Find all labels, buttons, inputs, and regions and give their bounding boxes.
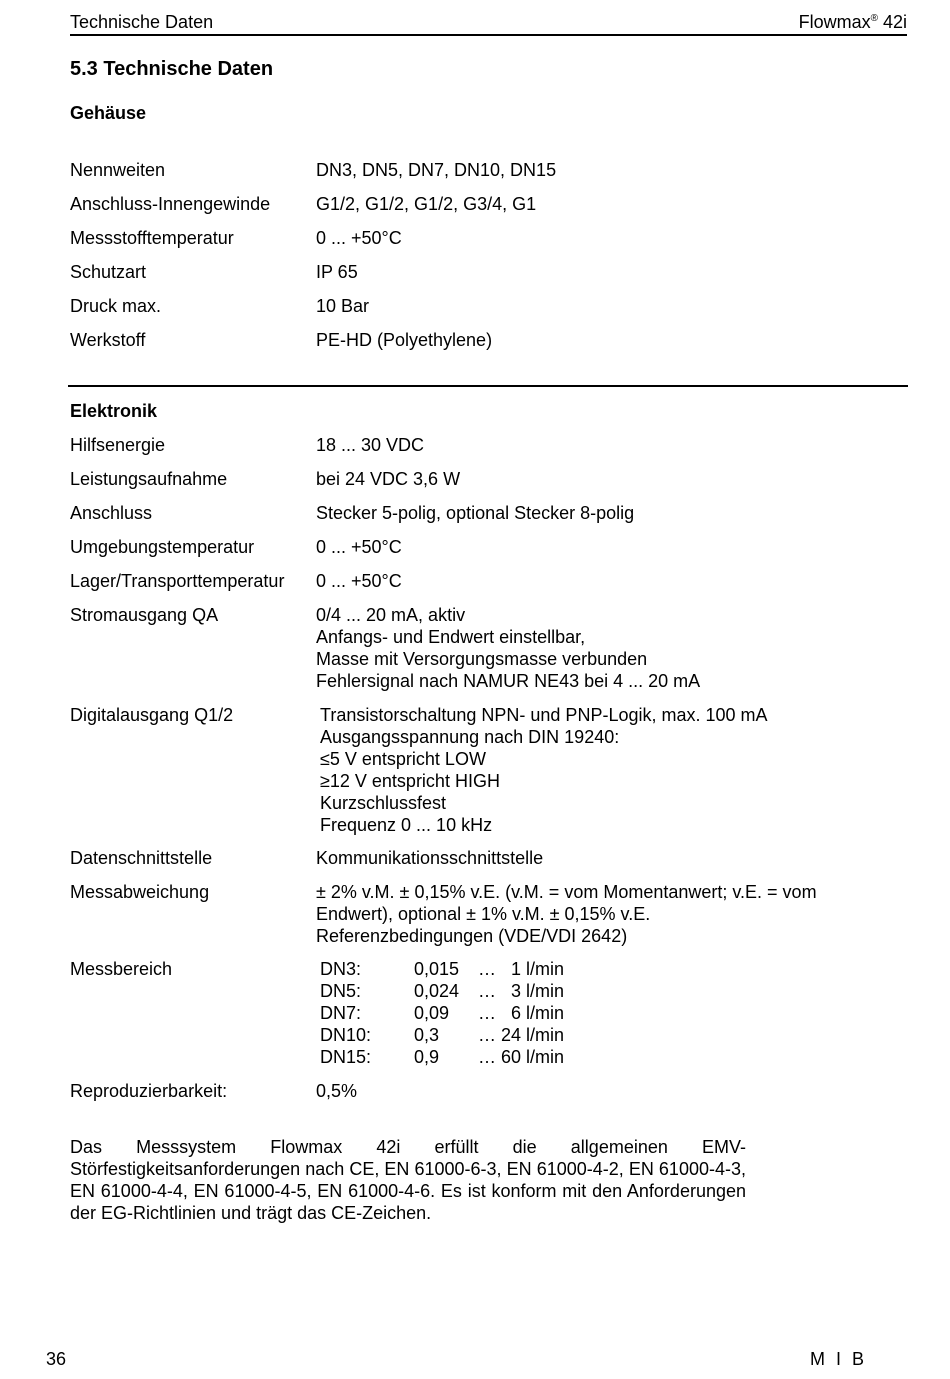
messbereich-dn: DN10: [320,1025,372,1045]
page-number: 36 [46,1349,67,1369]
messbereich-row [320,1024,620,1046]
spec-value: PE-HD (Polyethylene) [316,330,493,350]
spec-label: Anschluss [70,503,153,523]
spec-label: Messbereich [70,959,173,979]
messbereich-dn: DN15: [320,1047,372,1067]
emv-conformity-paragraph: Das Messsystem Flowmax 42i erfüllt die allgemeinen EMV-Störfestigkeitsanforderungen nach CE, EN 61000-6-3, EN 61000-4-2, EN 61000-4-3, EN 61000-4-4, EN 61000-4-5, EN 61000-4-6. Es ist konform mit den Anforderungen der EG-Richtlinien und trägt das CE-Zeichen. [70,1137,746,1223]
messbereich-row [320,1002,620,1024]
spec-value-line: Ausgangsspannung nach DIN 19240: [320,727,620,747]
messbereich-to: … 3 l/min [478,981,565,1001]
spec-label: Hilfsenergie [70,435,166,455]
messbereich-to: … 6 l/min [478,1003,565,1023]
spec-value-line: ± 2% v.M. ± 0,15% v.E. (v.M. = vom Momentanwert; v.E. = vom [316,882,817,902]
messbereich-from: 0,09 [414,1003,450,1023]
messbereich-from: 0,024 [414,981,460,1001]
messbereich-dn: DN5: [320,981,362,1001]
spec-label: Stromausgang QA [70,605,219,625]
spec-value: G1/2, G1/2, G1/2, G3/4, G1 [316,194,537,214]
header-product-name: Flowmax [798,12,871,32]
spec-value-line: Anfangs- und Endwert einstellbar, [316,627,586,647]
messbereich-to: … 60 l/min [478,1047,565,1067]
spec-label: Lager/Transporttemperatur [70,571,285,591]
spec-value: 0,5% [316,1081,358,1101]
spec-value-multiline [316,881,906,947]
spec-label: Leistungsaufnahme [70,469,228,489]
messbereich-from: 0,9 [414,1047,440,1067]
messbereich-to: … 1 l/min [478,959,565,979]
spec-value: 0 ... +50°C [316,537,402,557]
page-title: 5.3 Technische Daten [70,58,274,80]
page-header [70,10,907,36]
messbereich-from: 0,3 [414,1025,440,1045]
messbereich-table [320,958,620,1068]
spec-value: Kommunikationsschnittstelle [316,848,544,868]
spec-value-multiline [316,604,876,692]
section-divider [68,385,908,387]
messbereich-row [320,1046,620,1068]
spec-value: 18 ... 30 VDC [316,435,425,455]
section-heading-gehaeuse: Gehäuse [70,103,147,123]
registered-mark: ® [870,13,878,24]
spec-value-line: Endwert), optional ± 1% v.M. ± 0,15% v.E. [316,904,651,924]
messbereich-row [320,980,620,1002]
spec-value-line: Masse mit Versorgungsmasse verbunden [316,649,648,669]
section-heading-elektronik: Elektronik [70,401,158,421]
spec-label: Schutzart [70,262,147,282]
spec-value-line: Fehlersignal nach NAMUR NE43 bei 4 ... 20 mA [316,671,701,691]
header-product [799,12,907,33]
spec-value-multiline [320,704,880,836]
spec-value-line: Referenzbedingungen (VDE/VDI 2642) [316,926,628,946]
spec-label: Messstofftemperatur [70,228,234,248]
spec-label: Digitalausgang Q1/2 [70,705,234,725]
messbereich-dn: DN7: [320,1003,362,1023]
spec-label: Druck max. [70,296,162,316]
spec-label: Reproduzierbarkeit: [70,1081,228,1101]
messbereich-dn: DN3: [320,959,362,979]
header-product-model: 42i [877,12,907,32]
header-section-title: Technische Daten [70,12,214,32]
spec-label: Datenschnittstelle [70,848,213,868]
spec-value: 0 ... +50°C [316,571,402,591]
spec-label: Nennweiten [70,160,166,180]
messbereich-to: … 24 l/min [478,1025,565,1045]
spec-value-line: 0/4 ... 20 mA, aktiv [316,605,466,625]
spec-value: 0 ... +50°C [316,228,402,248]
spec-label: Umgebungstemperatur [70,537,255,557]
messbereich-from: 0,015 [414,959,460,979]
spec-value-line: Kurzschlussfest [320,793,447,813]
spec-value: DN3, DN5, DN7, DN10, DN15 [316,160,557,180]
footer-brand: M I B [810,1349,868,1369]
spec-value: 10 Bar [316,296,370,316]
spec-label: Anschluss-Innengewinde [70,194,271,214]
messbereich-row [320,958,620,980]
spec-value-line: Transistorschaltung NPN- und PNP-Logik, max. 100 mA [320,705,768,725]
spec-value: Stecker 5-polig, optional Stecker 8-polig [316,503,635,523]
spec-value: bei 24 VDC 3,6 W [316,469,461,489]
spec-label: Werkstoff [70,330,146,350]
spec-value-line: ≥12 V entspricht HIGH [320,771,500,791]
spec-label: Messabweichung [70,882,210,902]
spec-value-line: Frequenz 0 ... 10 kHz [320,815,493,835]
spec-value: IP 65 [316,262,358,282]
spec-value-line: ≤5 V entspricht LOW [320,749,486,769]
